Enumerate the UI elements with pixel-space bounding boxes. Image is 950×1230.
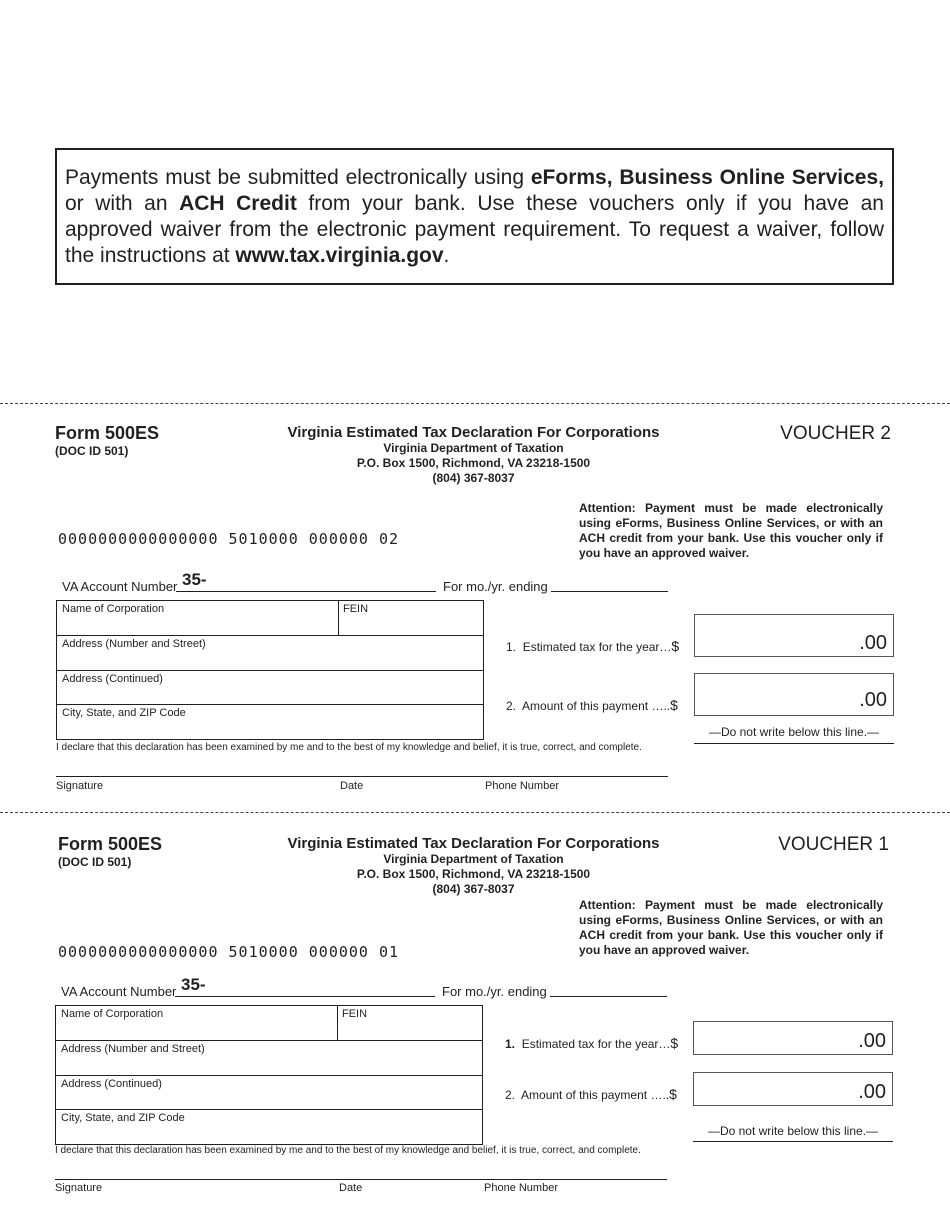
- line2-number: 2.: [505, 1088, 516, 1102]
- fein-field[interactable]: FEIN: [343, 603, 369, 615]
- estimated-tax-input[interactable]: .00: [694, 614, 894, 657]
- corporation-name-field[interactable]: Name of Corporation: [62, 603, 165, 615]
- scanline-code: 0000000000000000 5010000 000000 01: [58, 943, 400, 961]
- notice-text-3: from your bank. Use these vouchers only if you have an approved waiver from the electronic payment requirement. To request a waiver, follow the instructions at: [65, 192, 884, 267]
- notice-bold-eforms: eForms, Business Online Services,: [530, 166, 884, 189]
- doc-id: (DOC ID 501): [55, 444, 129, 458]
- period-ending-input[interactable]: [550, 996, 667, 997]
- phone-label: Phone Number: [484, 1182, 558, 1194]
- form-title: Form 500ES: [55, 423, 160, 443]
- header-agency: Virginia Department of Taxation: [383, 441, 564, 455]
- line1-dots: …: [659, 640, 672, 654]
- header-address: P.O. Box 1500, Richmond, VA 23218-1500: [356, 867, 591, 881]
- line1-label: [505, 1035, 678, 1051]
- line1-text: Estimated tax for the year: [521, 1037, 659, 1051]
- do-not-write-rule: [694, 743, 894, 744]
- line1-text: Estimated tax for the year: [522, 640, 660, 654]
- corporation-info-box: [56, 600, 484, 740]
- notice-bold-url: www.tax.virginia.gov: [235, 244, 444, 267]
- line1-dots: …: [658, 1037, 671, 1051]
- account-number-input[interactable]: [176, 591, 436, 592]
- scanline-code: 0000000000000000 5010000 000000 02: [58, 530, 400, 548]
- address-continued-field[interactable]: Address (Continued): [61, 1078, 162, 1090]
- estimated-tax-input[interactable]: .00: [693, 1021, 893, 1055]
- line2-label: [506, 697, 678, 713]
- electronic-payment-notice: [55, 148, 894, 285]
- fein-field[interactable]: FEIN: [342, 1008, 368, 1020]
- form-title: Form 500ES: [58, 834, 163, 854]
- address-street-field[interactable]: Address (Number and Street): [61, 1043, 205, 1055]
- header-phone: (804) 367-8037: [432, 882, 515, 896]
- header-address: P.O. Box 1500, Richmond, VA 23218-1500: [356, 456, 591, 470]
- city-state-zip-field[interactable]: City, State, and ZIP Code: [62, 707, 186, 719]
- address-continued-field[interactable]: Address (Continued): [62, 673, 163, 685]
- payment-amount-input[interactable]: .00: [693, 1072, 893, 1106]
- do-not-write-note: —Do not write below this line.—: [707, 1124, 879, 1138]
- line2-dots: …..: [650, 1088, 670, 1102]
- signature-label: Signature: [55, 1182, 103, 1194]
- line1-number: 1.: [505, 1037, 516, 1051]
- line2-text: Amount of this payment: [522, 699, 649, 713]
- line1-currency: $: [671, 638, 680, 654]
- doc-id: (DOC ID 501): [58, 855, 132, 869]
- period-label: For mo./yr. ending: [443, 579, 548, 594]
- header-agency: Virginia Department of Taxation: [383, 852, 564, 866]
- corporation-info-box: [55, 1005, 483, 1145]
- date-label: Date: [339, 1182, 363, 1194]
- attention-note: Attention: Payment must be made electronically using eForms, Business Online Services, or with an ACH credit from your bank. Use this voucher only if you have an approved waiver.: [579, 501, 883, 560]
- notice-text-2: or with an: [65, 192, 180, 215]
- phone-label: Phone Number: [485, 780, 559, 792]
- signature-label: Signature: [56, 780, 104, 792]
- line2-dots: …..: [651, 699, 671, 713]
- account-prefix: 35-: [181, 975, 206, 994]
- line2-text: Amount of this payment: [521, 1088, 648, 1102]
- line2-currency: $: [669, 1086, 677, 1102]
- attention-note: Attention: Payment must be made electronically using eForms, Business Online Services, or with an ACH credit from your bank. Use this voucher only if you have an approved waiver.: [579, 898, 883, 957]
- address-street-field[interactable]: Address (Number and Street): [62, 638, 206, 650]
- voucher-1: [0, 829, 950, 1229]
- voucher-number: VOUCHER 1: [778, 834, 889, 855]
- header-title: Virginia Estimated Tax Declaration For Corporations: [287, 835, 660, 852]
- payment-amount-input[interactable]: .00: [694, 673, 894, 716]
- line1-number: 1.: [506, 640, 517, 654]
- header-phone: (804) 367-8037: [432, 471, 515, 485]
- notice-bold-ach: ACH Credit: [179, 192, 297, 215]
- signature-line[interactable]: [56, 776, 668, 777]
- notice-text-1: Payments must be submitted electronically using: [65, 166, 531, 189]
- notice-text-4: .: [443, 244, 450, 267]
- do-not-write-note: —Do not write below this line.—: [708, 725, 880, 739]
- voucher-2: [0, 418, 950, 818]
- line1-currency: $: [670, 1035, 679, 1051]
- declaration-text: I declare that this declaration has been examined by me and to the best of my knowledge and belief, it is true, correct, and complete.: [55, 1145, 641, 1156]
- line2-label: [505, 1086, 677, 1102]
- do-not-write-rule: [693, 1141, 893, 1142]
- voucher-header: [240, 835, 707, 897]
- voucher-number: VOUCHER 2: [780, 423, 891, 444]
- city-state-zip-field[interactable]: City, State, and ZIP Code: [61, 1112, 185, 1124]
- account-prefix: 35-: [182, 570, 207, 589]
- line1-label: [506, 638, 679, 654]
- cut-line-top: [0, 403, 950, 404]
- line2-currency: $: [670, 697, 678, 713]
- header-title: Virginia Estimated Tax Declaration For Corporations: [287, 424, 660, 441]
- account-number-input[interactable]: [175, 996, 435, 997]
- line2-number: 2.: [506, 699, 517, 713]
- period-ending-input[interactable]: [551, 591, 668, 592]
- period-label: For mo./yr. ending: [442, 984, 547, 999]
- corporation-name-field[interactable]: Name of Corporation: [61, 1008, 164, 1020]
- account-label: VA Account Number: [62, 579, 178, 594]
- declaration-text: I declare that this declaration has been examined by me and to the best of my knowledge and belief, it is true, correct, and complete.: [56, 742, 642, 753]
- account-label: VA Account Number: [61, 984, 177, 999]
- voucher-header: [240, 424, 707, 486]
- date-label: Date: [340, 780, 364, 792]
- signature-line[interactable]: [55, 1179, 667, 1180]
